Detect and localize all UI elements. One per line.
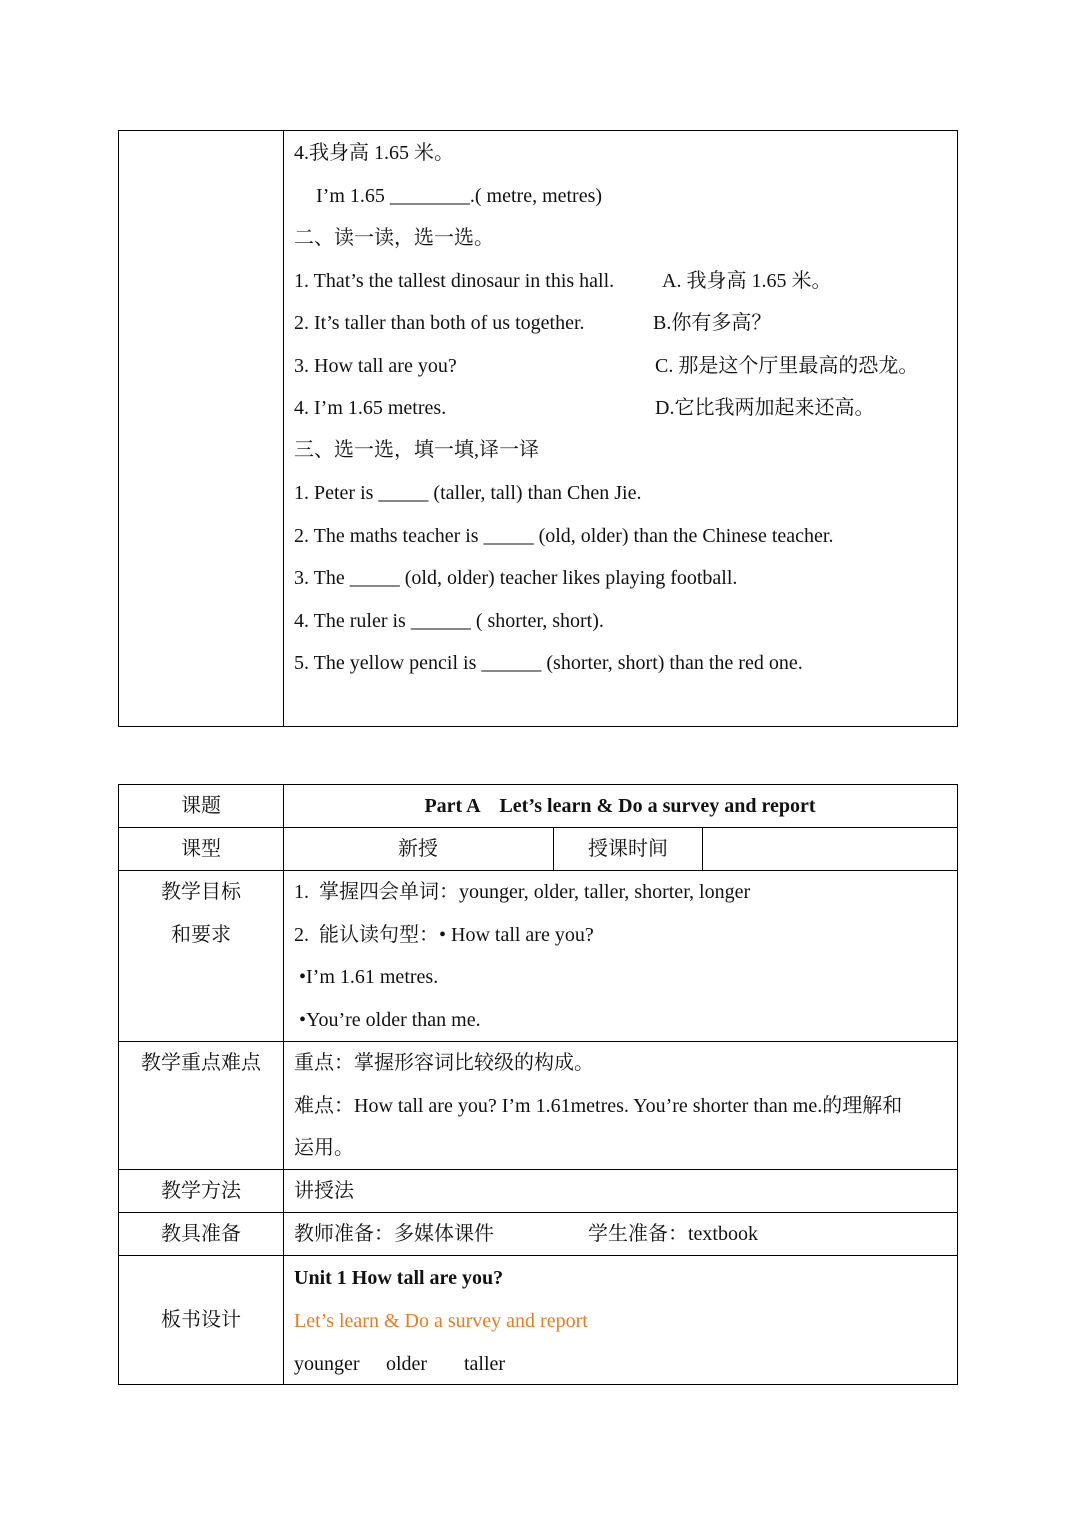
row-divider xyxy=(118,870,958,871)
section2-item-1-en: 1. That’s the tallest dinosaur in this hall. xyxy=(294,270,615,292)
method-value: 讲授法 xyxy=(294,1180,354,1202)
exercise-q4-cn: 4.我身高 1.65 米。 xyxy=(294,142,454,164)
time-label: 授课时间 xyxy=(588,838,668,860)
section2-item-3-en: 3. How tall are you? xyxy=(294,355,457,377)
section3-item-2: 2. The maths teacher is _____ (old, older) than the Chinese teacher. xyxy=(294,525,834,547)
board-word: older xyxy=(386,1353,428,1375)
prep-label: 教具准备 xyxy=(161,1223,241,1245)
lesson-plan-table xyxy=(118,784,958,1385)
exercise-table xyxy=(118,130,958,727)
difficulty-line-2: 运用。 xyxy=(294,1137,354,1159)
goal-4: •You’re older than me. xyxy=(299,1009,481,1031)
type-value: 新授 xyxy=(398,838,438,860)
key-label: 教学重点难点 xyxy=(141,1052,261,1074)
row-divider xyxy=(118,1041,958,1042)
section2-item-1-cn: A. 我身高 1.65 米。 xyxy=(662,270,832,292)
section2-item-2-cn: B.你有多高？ xyxy=(653,312,772,334)
prep-teacher: 教师准备：多媒体课件 xyxy=(294,1223,494,1245)
section2-title: 二、读一读，选一选。 xyxy=(294,227,494,249)
board-subtitle: Let’s learn & Do a survey and report xyxy=(294,1310,588,1332)
topic-value: Part A Let’s learn & Do a survey and report xyxy=(424,795,816,817)
goal-1: 1. 掌握四会单词：younger, older, taller, shorter, longer xyxy=(294,881,751,903)
type-row-divider-2 xyxy=(702,827,703,871)
topic-label: 课题 xyxy=(181,795,221,817)
goal-2: 2. 能认读句型：• How tall are you? xyxy=(294,924,594,946)
section3-title: 三、选一选，填一填,译一译 xyxy=(294,439,539,461)
exercise-table-divider xyxy=(283,130,284,727)
lesson-plan-label-divider xyxy=(283,784,284,1385)
row-divider xyxy=(118,827,958,828)
section3-item-3: 3. The _____ (old, older) teacher likes playing football. xyxy=(294,567,738,589)
section2-item-4-cn: D.它比我两加起来还高。 xyxy=(655,397,875,419)
board-word: taller xyxy=(464,1353,506,1375)
section3-item-1: 1. Peter is _____ (taller, tall) than Chen Jie. xyxy=(294,482,642,504)
row-divider xyxy=(118,1255,958,1256)
board-label: 板书设计 xyxy=(161,1309,241,1331)
section3-item-4: 4. The ruler is ______ ( shorter, short). xyxy=(294,610,604,632)
section2-item-3-cn: C. 那是这个厅里最高的恐龙。 xyxy=(655,355,919,377)
goals-label-1: 教学目标 xyxy=(161,881,241,903)
section2-item-2-en: 2. It’s taller than both of us together. xyxy=(294,312,585,334)
board-word: younger xyxy=(294,1353,360,1375)
section3-item-5: 5. The yellow pencil is ______ (shorter, short) than the red one. xyxy=(294,652,803,674)
prep-student: 学生准备：textbook xyxy=(588,1223,758,1245)
goal-3: •I’m 1.61 metres. xyxy=(299,966,439,988)
difficulty-line-1: 难点：How tall are you? I’m 1.61metres. You’re shorter than me.的理解和 xyxy=(294,1095,903,1117)
row-divider xyxy=(118,1169,958,1170)
goals-label-2: 和要求 xyxy=(171,924,231,946)
method-label: 教学方法 xyxy=(161,1180,241,1202)
key-point: 重点：掌握形容词比较级的构成。 xyxy=(294,1052,594,1074)
type-label: 课型 xyxy=(181,838,221,860)
type-row-divider-1 xyxy=(553,827,554,871)
row-divider xyxy=(118,1212,958,1213)
exercise-q4-en: I’m 1.65 ________.( metre, metres) xyxy=(316,185,603,207)
section2-item-4-en: 4. I’m 1.65 metres. xyxy=(294,397,447,419)
board-title: Unit 1 How tall are you? xyxy=(294,1267,504,1289)
